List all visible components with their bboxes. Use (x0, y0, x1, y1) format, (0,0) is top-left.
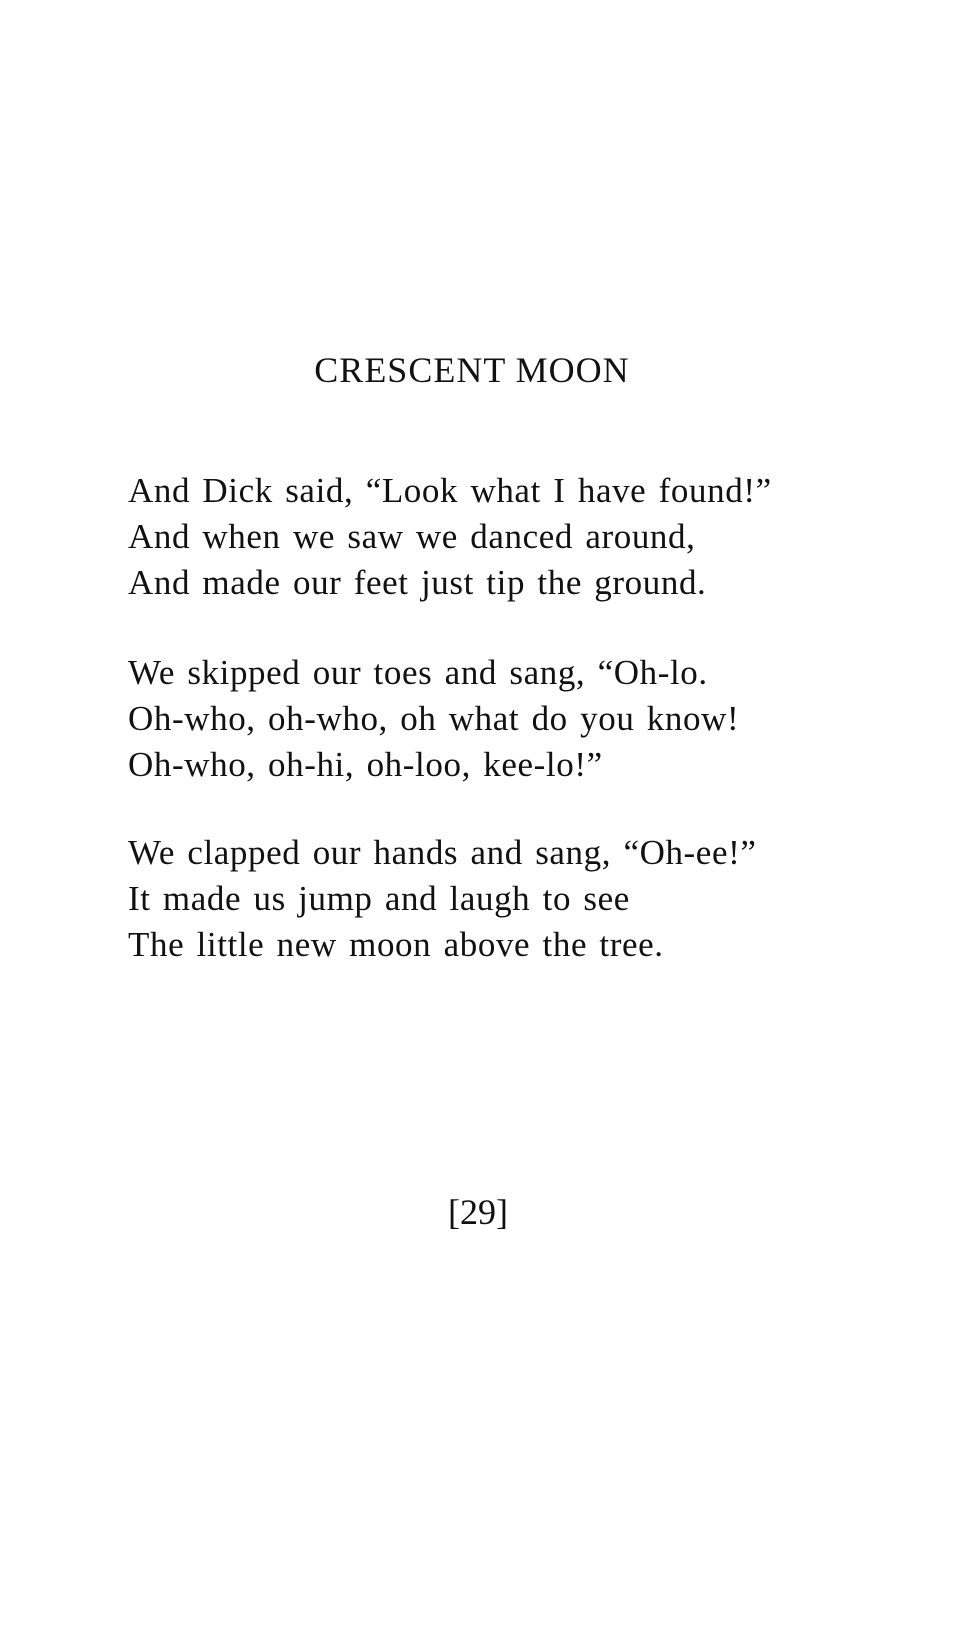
poem-stanza-1 (128, 468, 772, 606)
poem-line: We skipped our toes and sang, “Oh-lo. (128, 653, 708, 692)
poem-line: Oh-who, oh-who, oh what do you know! (128, 699, 740, 738)
poem-stanza-3 (128, 830, 756, 968)
poem-line: And when we saw we danced around, (128, 517, 696, 556)
poem-line: Oh-who, oh-hi, oh-loo, kee-lo!” (128, 745, 603, 784)
poem-line: And Dick said, “Look what I have found!” (128, 471, 772, 510)
page-number: [29] (448, 1192, 508, 1232)
poem-title: CRESCENT MOON (314, 350, 630, 390)
poem-line: We clapped our hands and sang, “Oh-ee!” (128, 833, 757, 872)
poem-stanza-2 (128, 650, 739, 788)
poem-line: The little new moon above the tree. (128, 925, 664, 964)
poem-line: It made us jump and laugh to see (128, 879, 630, 918)
poem-line: And made our feet just tip the ground. (128, 563, 707, 602)
